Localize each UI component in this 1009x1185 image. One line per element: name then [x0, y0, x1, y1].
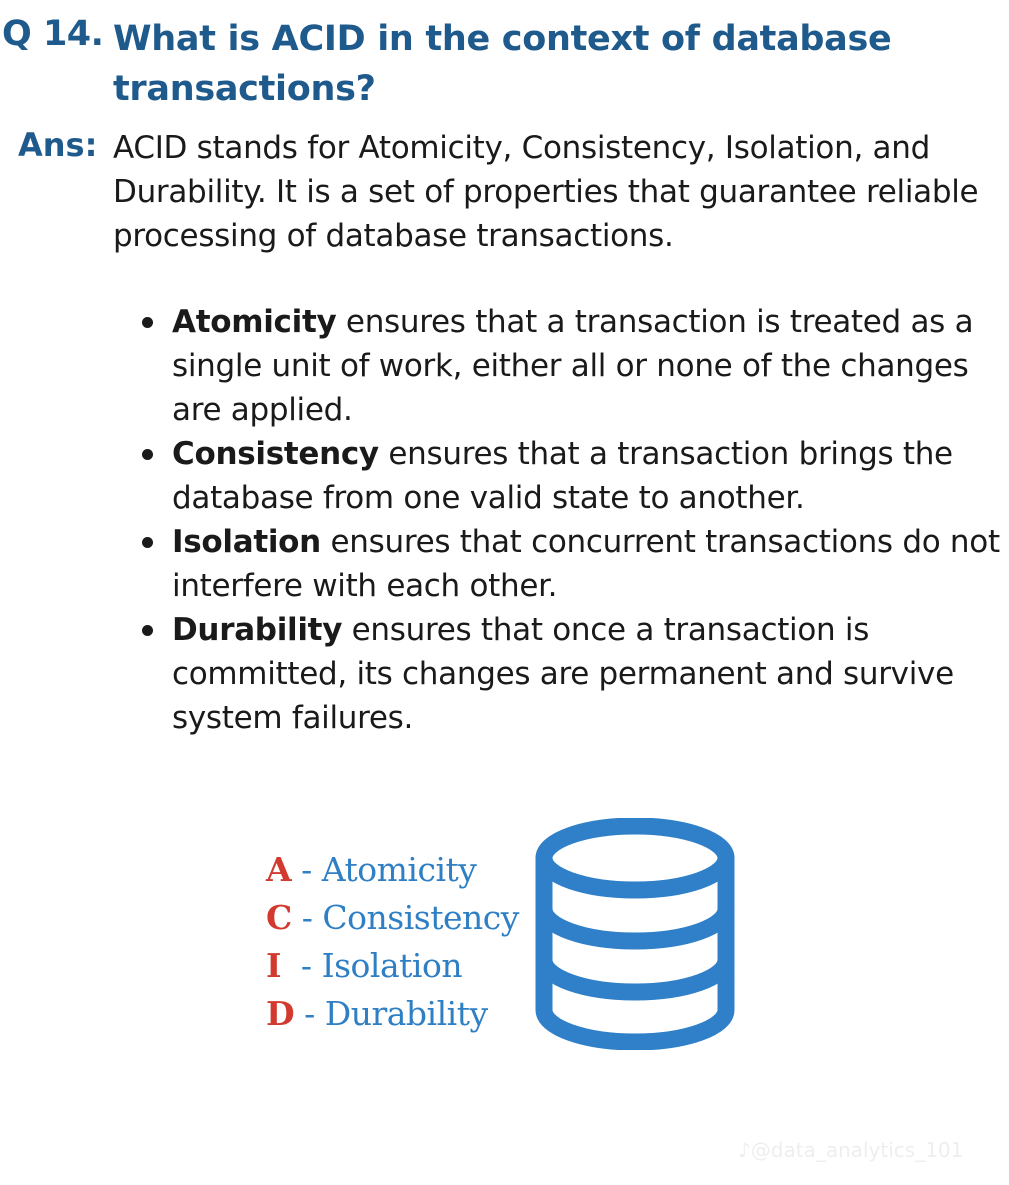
tiktok-logo-icon: ♪ — [738, 1138, 751, 1162]
property-term: Atomicity — [172, 304, 337, 340]
acid-letter: C — [266, 898, 292, 937]
bullet-icon — [142, 449, 153, 460]
property-term: Durability — [172, 612, 343, 648]
database-icon — [530, 818, 740, 1050]
question-text: What is ACID in the context of database transactions? — [113, 19, 892, 109]
acid-word: Atomicity — [321, 850, 477, 889]
watermark-handle: @data_analytics_101 — [750, 1138, 964, 1162]
property-description: ensures that a transaction brings the database from one valid state to another. — [172, 436, 953, 516]
acid-word: Durability — [324, 994, 488, 1033]
watermark — [738, 1138, 963, 1162]
property-description: ensures that once a transaction is committed, its changes are permanent and survive system failures. — [172, 612, 954, 736]
list-item — [140, 300, 1000, 432]
property-term: Consistency — [172, 436, 379, 472]
acid-legend — [266, 846, 536, 1038]
list-item — [140, 432, 1000, 520]
acid-legend-row — [266, 894, 536, 942]
acid-separator: - — [291, 850, 322, 889]
acid-legend-row — [266, 846, 536, 894]
list-item — [140, 608, 1000, 740]
acid-letter: A — [266, 850, 292, 889]
acid-word: Consistency — [322, 898, 519, 937]
bullet-icon — [142, 317, 153, 328]
question-number: Q 14. — [2, 14, 104, 54]
list-item — [140, 520, 1000, 608]
property-description: ensures that a transaction is treated as a single unit of work, either all or none of the changes are applied. — [172, 304, 974, 428]
acid-letter: D — [266, 994, 295, 1033]
acid-word: Isolation — [321, 946, 463, 985]
acid-separator: - — [280, 946, 322, 985]
answer-text: ACID stands for Atomicity, Consistency, Isolation, and Durability. It is a set of properties that guarantee reliable processing of database transactions. — [113, 130, 979, 254]
acid-separator: - — [294, 994, 325, 1033]
acid-properties-list — [140, 300, 1000, 740]
bullet-icon — [142, 625, 153, 636]
acid-legend-row — [266, 990, 536, 1038]
acid-letter: I — [266, 946, 281, 985]
acid-legend-row — [266, 942, 536, 990]
bullet-icon — [142, 537, 153, 548]
answer-label: Ans: — [18, 126, 98, 164]
property-description: ensures that concurrent transactions do not interfere with each other. — [172, 524, 1000, 604]
acid-separator: - — [291, 898, 323, 937]
property-term: Isolation — [172, 524, 321, 560]
